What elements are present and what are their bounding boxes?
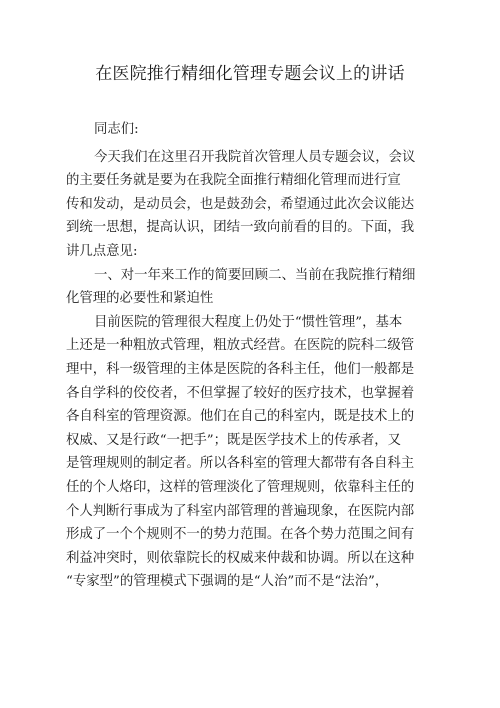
paragraph-line: 上还是一种粗放式管理，粗放式经营。在医院的院科二级管 [66,338,415,354]
paragraph-line: 是管理规则的制定者。所以各科室的管理大都带有各自科主 [66,456,415,472]
paragraph-line: 理中，科一级管理的主体是医院的各科主任，他们一般都是 [66,361,415,377]
paragraph-line: 目前医院的管理很大程度上仍处于“惯性管理”，基本 [94,314,403,330]
document-body [66,118,446,594]
section-heading-line: 一、对一年来工作的简要回顾二、当前在我院推行精细 [94,267,416,283]
paragraph-line: 各自科室的管理资源。他们在自己的科室内，既是技术上的 [66,409,415,425]
paragraph-line: 任的个人烙印，这样的管理淡化了管理规则，依靠科主任的 [66,479,415,495]
paragraph-line: 利益冲突时，则依靠院长的权威来仲裁和协调。所以在这种 [66,550,415,566]
paragraph-line: “专家型”的管理模式下强调的是“人治”而不是“法治”， [66,574,389,590]
document-title: 在医院推行精细化管理专题会议上的讲话 [95,64,405,84]
paragraph-line: 各自学科的佼佼者，不但掌握了较好的医疗技术，也掌握着 [66,385,415,401]
paragraph-line: 的主要任务就是要为在我院全面推行精细化管理而进行宣 [66,173,401,189]
paragraph-line: 传和发动，是动员会，也是鼓劲会，希望通过此次会议能达 [66,196,415,212]
paragraph-line: 到统一思想，提高认识，团结一致向前看的目的。下面，我 [66,220,415,236]
paragraph-line: 讲几点意见: [66,243,138,259]
paragraph-line: 形成了一个个规则不一的势力范围。在各个势力范围之间有 [66,527,415,543]
greeting-line: 同志们: [94,122,139,137]
paragraph-line: 权威、又是行政“一把手”；既是医学技术上的传承者，又 [66,432,402,448]
paragraph-line: 个人判断行事成为了科室内部管理的普遍现象，在医院内部 [66,503,415,519]
paragraph-line: 今天我们在这里召开我院首次管理人员专题会议，会议 [94,149,416,165]
section-heading-line: 化管理的必要性和紧迫性 [66,291,214,307]
